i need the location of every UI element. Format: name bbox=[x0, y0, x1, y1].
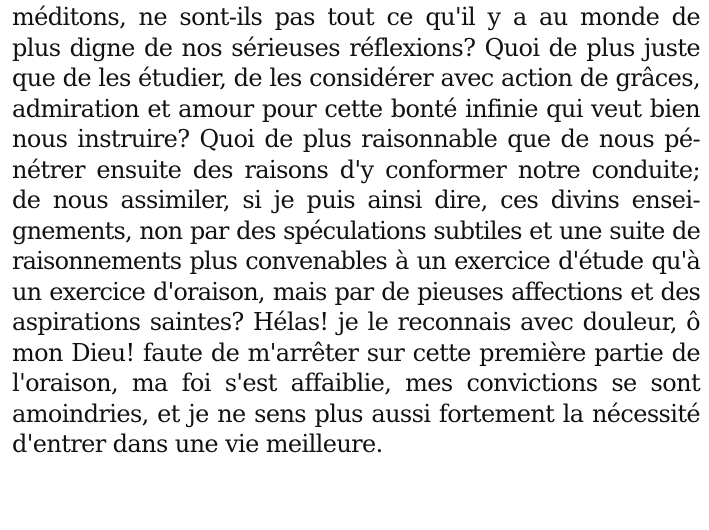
text-line: gnements, non par des spéculations subtiles et une suite de bbox=[12, 216, 700, 245]
text-line: nous instruire? Quoi de plus raisonnable que de nous pé- bbox=[12, 125, 700, 153]
text-line: méditons, ne sont-ils pas tout ce qu'il y a au monde de bbox=[12, 3, 700, 31]
text-line: l'oraison, ma foi s'est affaiblie, mes convictions se sont bbox=[12, 369, 700, 397]
text-line: un exercice d'oraison, mais par de pieuses affections et des bbox=[12, 277, 700, 306]
text-line: de nous assimiler, si je puis ainsi dire, ces divins ensei- bbox=[12, 186, 700, 214]
body-text bbox=[12, 2, 700, 460]
text-line: aspirations saintes? Hélas! je le reconnais avec douleur, ô bbox=[12, 308, 700, 336]
text-line-last: d'entrer dans une vie meilleure. bbox=[12, 430, 383, 458]
text-line: que de les étudier, de les considérer avec action de grâces, bbox=[12, 64, 700, 92]
text-line: plus digne de nos sérieuses réflexions? Quoi de plus juste bbox=[12, 33, 700, 62]
text-line: mon Dieu! faute de m'arrêter sur cette première partie de bbox=[12, 338, 700, 367]
text-line: nétrer ensuite des raisons d'y conformer notre conduite; bbox=[12, 155, 700, 184]
text-line: raisonnements plus convenables à un exercice d'étude qu'à bbox=[12, 247, 700, 275]
text-line: amoindries, et je ne sens plus aussi fortement la nécessité bbox=[12, 399, 700, 428]
text-line: admiration et amour pour cette bonté infinie qui veut bien bbox=[12, 94, 700, 123]
